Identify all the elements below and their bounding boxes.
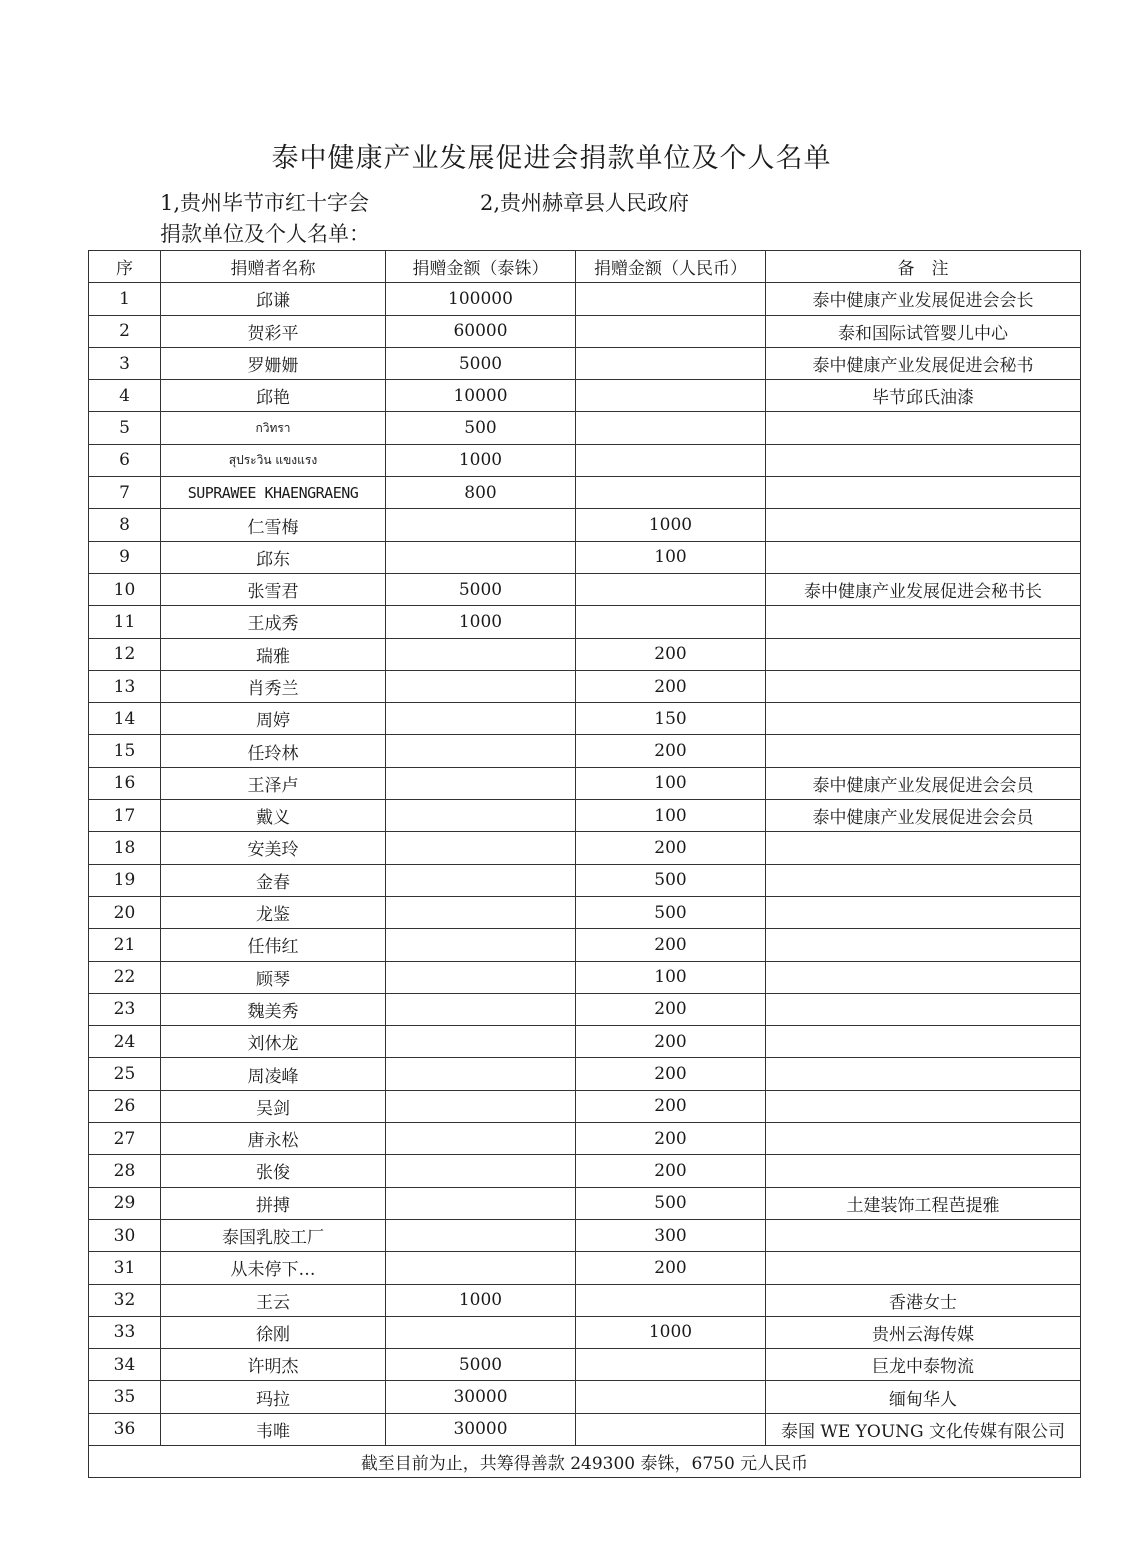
cell-notes: 缅甸华人 [766, 1381, 1081, 1413]
cell-index: 21 [89, 929, 161, 961]
table-row [89, 767, 1081, 799]
cell-amount-thb [386, 896, 576, 928]
cell-donor-name: SUPRAWEE KHAENGRAENG [161, 477, 386, 509]
donor-unit-1: 1,贵州毕节市红十字会 [160, 191, 370, 215]
table-row [89, 1187, 1081, 1219]
cell-amount-rmb: 1000 [576, 509, 766, 541]
cell-amount-thb: 500 [386, 412, 576, 444]
cell-donor-name: 邱东 [161, 541, 386, 573]
cell-donor-name: 戴义 [161, 800, 386, 832]
table-row [89, 1058, 1081, 1090]
cell-donor-name: 韦唯 [161, 1413, 386, 1445]
table-row [89, 1219, 1081, 1251]
cell-index: 16 [89, 767, 161, 799]
cell-index: 31 [89, 1252, 161, 1284]
table-row [89, 1026, 1081, 1058]
cell-amount-thb: 10000 [386, 380, 576, 412]
table-row [89, 864, 1081, 896]
cell-donor-name: 魏美秀 [161, 993, 386, 1025]
table-row [89, 1381, 1081, 1413]
cell-notes: 泰中健康产业发展促进会秘书长 [766, 573, 1081, 605]
cell-notes [766, 864, 1081, 896]
cell-amount-thb [386, 1026, 576, 1058]
cell-donor-name: 王成秀 [161, 606, 386, 638]
cell-donor-name: 王泽卢 [161, 767, 386, 799]
table-row [89, 444, 1081, 476]
cell-amount-thb: 5000 [386, 1349, 576, 1381]
cell-donor-name: 肖秀兰 [161, 670, 386, 702]
table-row [89, 800, 1081, 832]
table-row [89, 1123, 1081, 1155]
cell-amount-thb [386, 1155, 576, 1187]
cell-notes: 土建装饰工程芭提雅 [766, 1187, 1081, 1219]
cell-index: 1 [89, 283, 161, 315]
cell-notes: 泰中健康产业发展促进会秘书 [766, 347, 1081, 379]
cell-amount-thb [386, 509, 576, 541]
cell-index: 11 [89, 606, 161, 638]
table-row [89, 961, 1081, 993]
table-header-row [89, 251, 1081, 283]
cell-amount-rmb [576, 1381, 766, 1413]
cell-amount-thb: 100000 [386, 283, 576, 315]
cell-notes [766, 412, 1081, 444]
cell-amount-thb [386, 1123, 576, 1155]
cell-notes: 泰中健康产业发展促进会会长 [766, 283, 1081, 315]
cell-notes [766, 993, 1081, 1025]
cell-amount-thb: 60000 [386, 315, 576, 347]
cell-index: 28 [89, 1155, 161, 1187]
cell-index: 30 [89, 1219, 161, 1251]
cell-index: 27 [89, 1123, 161, 1155]
cell-amount-rmb: 100 [576, 541, 766, 573]
cell-amount-rmb [576, 315, 766, 347]
cell-amount-rmb: 200 [576, 1026, 766, 1058]
table-row [89, 541, 1081, 573]
table-row [89, 703, 1081, 735]
cell-amount-thb [386, 1187, 576, 1219]
cell-notes [766, 1123, 1081, 1155]
cell-amount-rmb [576, 1349, 766, 1381]
cell-donor-name: 吴剑 [161, 1090, 386, 1122]
cell-index: 33 [89, 1316, 161, 1348]
cell-index: 8 [89, 509, 161, 541]
donor-table [88, 250, 1081, 1478]
cell-notes [766, 477, 1081, 509]
cell-notes [766, 638, 1081, 670]
cell-amount-thb [386, 961, 576, 993]
cell-donor-name: 许明杰 [161, 1349, 386, 1381]
header-index: 序 [89, 251, 161, 283]
cell-notes: 毕节邱氏油漆 [766, 380, 1081, 412]
cell-donor-name: 唐永松 [161, 1123, 386, 1155]
table-row [89, 412, 1081, 444]
header-donor-name: 捐赠者名称 [161, 251, 386, 283]
cell-amount-rmb: 100 [576, 961, 766, 993]
cell-notes [766, 1219, 1081, 1251]
cell-amount-thb [386, 1252, 576, 1284]
cell-amount-rmb: 200 [576, 670, 766, 702]
cell-index: 15 [89, 735, 161, 767]
table-row [89, 573, 1081, 605]
cell-donor-name: 安美玲 [161, 832, 386, 864]
table-row [89, 670, 1081, 702]
cell-amount-rmb: 1000 [576, 1316, 766, 1348]
cell-amount-thb [386, 864, 576, 896]
cell-amount-rmb: 100 [576, 767, 766, 799]
header-notes: 备 注 [766, 251, 1081, 283]
cell-amount-thb [386, 703, 576, 735]
table-row [89, 283, 1081, 315]
cell-notes [766, 1058, 1081, 1090]
cell-amount-thb [386, 767, 576, 799]
table-row [89, 993, 1081, 1025]
cell-donor-name: กวิทรา [161, 412, 386, 444]
table-row [89, 1349, 1081, 1381]
cell-index: 3 [89, 347, 161, 379]
cell-amount-rmb: 200 [576, 1090, 766, 1122]
table-row [89, 832, 1081, 864]
cell-notes: 泰和国际试管婴儿中心 [766, 315, 1081, 347]
cell-amount-rmb: 500 [576, 1187, 766, 1219]
cell-donor-name: 任玲林 [161, 735, 386, 767]
cell-notes: 泰中健康产业发展促进会会员 [766, 767, 1081, 799]
cell-donor-name: 从未停下… [161, 1252, 386, 1284]
table-row [89, 347, 1081, 379]
cell-index: 17 [89, 800, 161, 832]
cell-index: 2 [89, 315, 161, 347]
cell-index: 5 [89, 412, 161, 444]
cell-amount-thb [386, 670, 576, 702]
cell-index: 29 [89, 1187, 161, 1219]
cell-amount-thb [386, 832, 576, 864]
cell-amount-rmb [576, 1413, 766, 1445]
cell-index: 23 [89, 993, 161, 1025]
cell-notes [766, 735, 1081, 767]
cell-amount-thb [386, 1058, 576, 1090]
total-summary: 截至目前为止，共筹得善款 249300 泰铢，6750 元人民币 [89, 1445, 1081, 1477]
cell-amount-rmb: 200 [576, 1123, 766, 1155]
table-row [89, 735, 1081, 767]
table-row [89, 477, 1081, 509]
table-row [89, 380, 1081, 412]
table-row [89, 315, 1081, 347]
cell-index: 12 [89, 638, 161, 670]
cell-amount-rmb [576, 1284, 766, 1316]
cell-index: 26 [89, 1090, 161, 1122]
cell-amount-rmb: 100 [576, 800, 766, 832]
cell-amount-thb: 30000 [386, 1413, 576, 1445]
table-row [89, 638, 1081, 670]
table-row [89, 1155, 1081, 1187]
cell-index: 7 [89, 477, 161, 509]
cell-notes [766, 670, 1081, 702]
cell-donor-name: 顾琴 [161, 961, 386, 993]
donor-units [160, 188, 690, 246]
table-row [89, 1252, 1081, 1284]
cell-donor-name: 贺彩平 [161, 315, 386, 347]
cell-donor-name: 周凌峰 [161, 1058, 386, 1090]
cell-index: 25 [89, 1058, 161, 1090]
cell-amount-rmb: 200 [576, 929, 766, 961]
cell-amount-thb [386, 993, 576, 1025]
table-row [89, 896, 1081, 928]
page-title: 泰中健康产业发展促进会捐款单位及个人名单 [271, 143, 832, 174]
cell-notes [766, 444, 1081, 476]
list-subtitle: 捐款单位及个人名单： [160, 222, 370, 246]
cell-amount-thb [386, 1219, 576, 1251]
cell-notes: 泰中健康产业发展促进会会员 [766, 800, 1081, 832]
cell-donor-name: 金春 [161, 864, 386, 896]
cell-index: 35 [89, 1381, 161, 1413]
cell-index: 13 [89, 670, 161, 702]
cell-donor-name: 徐刚 [161, 1316, 386, 1348]
header-amount-thb: 捐赠金额（泰铢） [386, 251, 576, 283]
cell-notes [766, 896, 1081, 928]
cell-notes [766, 703, 1081, 735]
table-row [89, 1316, 1081, 1348]
cell-amount-rmb [576, 283, 766, 315]
cell-amount-thb [386, 541, 576, 573]
cell-amount-thb: 5000 [386, 347, 576, 379]
cell-donor-name: 瑞雅 [161, 638, 386, 670]
cell-notes: 香港女士 [766, 1284, 1081, 1316]
cell-amount-rmb [576, 573, 766, 605]
cell-notes: 泰国 WE YOUNG 文化传媒有限公司 [766, 1413, 1081, 1445]
cell-donor-name: 张俊 [161, 1155, 386, 1187]
cell-notes: 贵州云海传媒 [766, 1316, 1081, 1348]
cell-amount-thb: 1000 [386, 1284, 576, 1316]
cell-index: 14 [89, 703, 161, 735]
cell-amount-rmb: 200 [576, 1058, 766, 1090]
cell-amount-rmb: 200 [576, 1155, 766, 1187]
total-row [89, 1445, 1081, 1477]
cell-donor-name: 泰国乳胶工厂 [161, 1219, 386, 1251]
cell-index: 18 [89, 832, 161, 864]
cell-amount-thb: 1000 [386, 444, 576, 476]
table-body [89, 283, 1081, 1446]
cell-amount-rmb: 200 [576, 993, 766, 1025]
cell-notes [766, 1026, 1081, 1058]
table-row [89, 1413, 1081, 1445]
cell-notes [766, 606, 1081, 638]
cell-index: 36 [89, 1413, 161, 1445]
cell-index: 32 [89, 1284, 161, 1316]
cell-amount-rmb: 500 [576, 896, 766, 928]
cell-amount-thb [386, 638, 576, 670]
cell-donor-name: สุประวิน แขงแรง [161, 444, 386, 476]
table-row [89, 606, 1081, 638]
cell-donor-name: 龙鉴 [161, 896, 386, 928]
cell-amount-rmb: 200 [576, 638, 766, 670]
cell-amount-rmb [576, 606, 766, 638]
donor-unit-2: 2,贵州赫章县人民政府 [480, 191, 690, 215]
cell-amount-rmb [576, 380, 766, 412]
cell-amount-rmb [576, 412, 766, 444]
cell-amount-thb [386, 929, 576, 961]
cell-donor-name: 仁雪梅 [161, 509, 386, 541]
cell-index: 6 [89, 444, 161, 476]
cell-amount-rmb: 200 [576, 735, 766, 767]
table-row [89, 1284, 1081, 1316]
cell-index: 34 [89, 1349, 161, 1381]
cell-notes [766, 541, 1081, 573]
cell-donor-name: 张雪君 [161, 573, 386, 605]
cell-amount-thb [386, 1316, 576, 1348]
cell-amount-rmb [576, 444, 766, 476]
cell-notes [766, 961, 1081, 993]
cell-donor-name: 邱艳 [161, 380, 386, 412]
cell-index: 24 [89, 1026, 161, 1058]
cell-amount-rmb: 300 [576, 1219, 766, 1251]
cell-amount-thb [386, 1090, 576, 1122]
cell-notes [766, 1155, 1081, 1187]
cell-index: 19 [89, 864, 161, 896]
cell-amount-rmb [576, 477, 766, 509]
cell-amount-thb: 5000 [386, 573, 576, 605]
cell-amount-rmb [576, 347, 766, 379]
cell-notes: 巨龙中泰物流 [766, 1349, 1081, 1381]
table-row [89, 1090, 1081, 1122]
cell-amount-rmb: 150 [576, 703, 766, 735]
cell-amount-rmb: 200 [576, 832, 766, 864]
header-amount-rmb: 捐赠金额（人民币） [576, 251, 766, 283]
table-row [89, 929, 1081, 961]
cell-index: 9 [89, 541, 161, 573]
cell-donor-name: 周婷 [161, 703, 386, 735]
cell-donor-name: 邱谦 [161, 283, 386, 315]
cell-notes [766, 509, 1081, 541]
cell-notes [766, 832, 1081, 864]
cell-amount-thb: 1000 [386, 606, 576, 638]
cell-donor-name: 拼搏 [161, 1187, 386, 1219]
cell-donor-name: 罗姗姗 [161, 347, 386, 379]
cell-notes [766, 1252, 1081, 1284]
cell-index: 10 [89, 573, 161, 605]
cell-donor-name: 王云 [161, 1284, 386, 1316]
cell-amount-rmb: 500 [576, 864, 766, 896]
cell-donor-name: 玛拉 [161, 1381, 386, 1413]
cell-index: 20 [89, 896, 161, 928]
cell-notes [766, 1090, 1081, 1122]
cell-index: 22 [89, 961, 161, 993]
cell-donor-name: 刘休龙 [161, 1026, 386, 1058]
cell-amount-thb [386, 800, 576, 832]
cell-index: 4 [89, 380, 161, 412]
table-row [89, 509, 1081, 541]
cell-amount-rmb: 200 [576, 1252, 766, 1284]
cell-notes [766, 929, 1081, 961]
cell-amount-thb [386, 735, 576, 767]
cell-amount-thb: 30000 [386, 1381, 576, 1413]
cell-amount-thb: 800 [386, 477, 576, 509]
cell-donor-name: 任伟红 [161, 929, 386, 961]
